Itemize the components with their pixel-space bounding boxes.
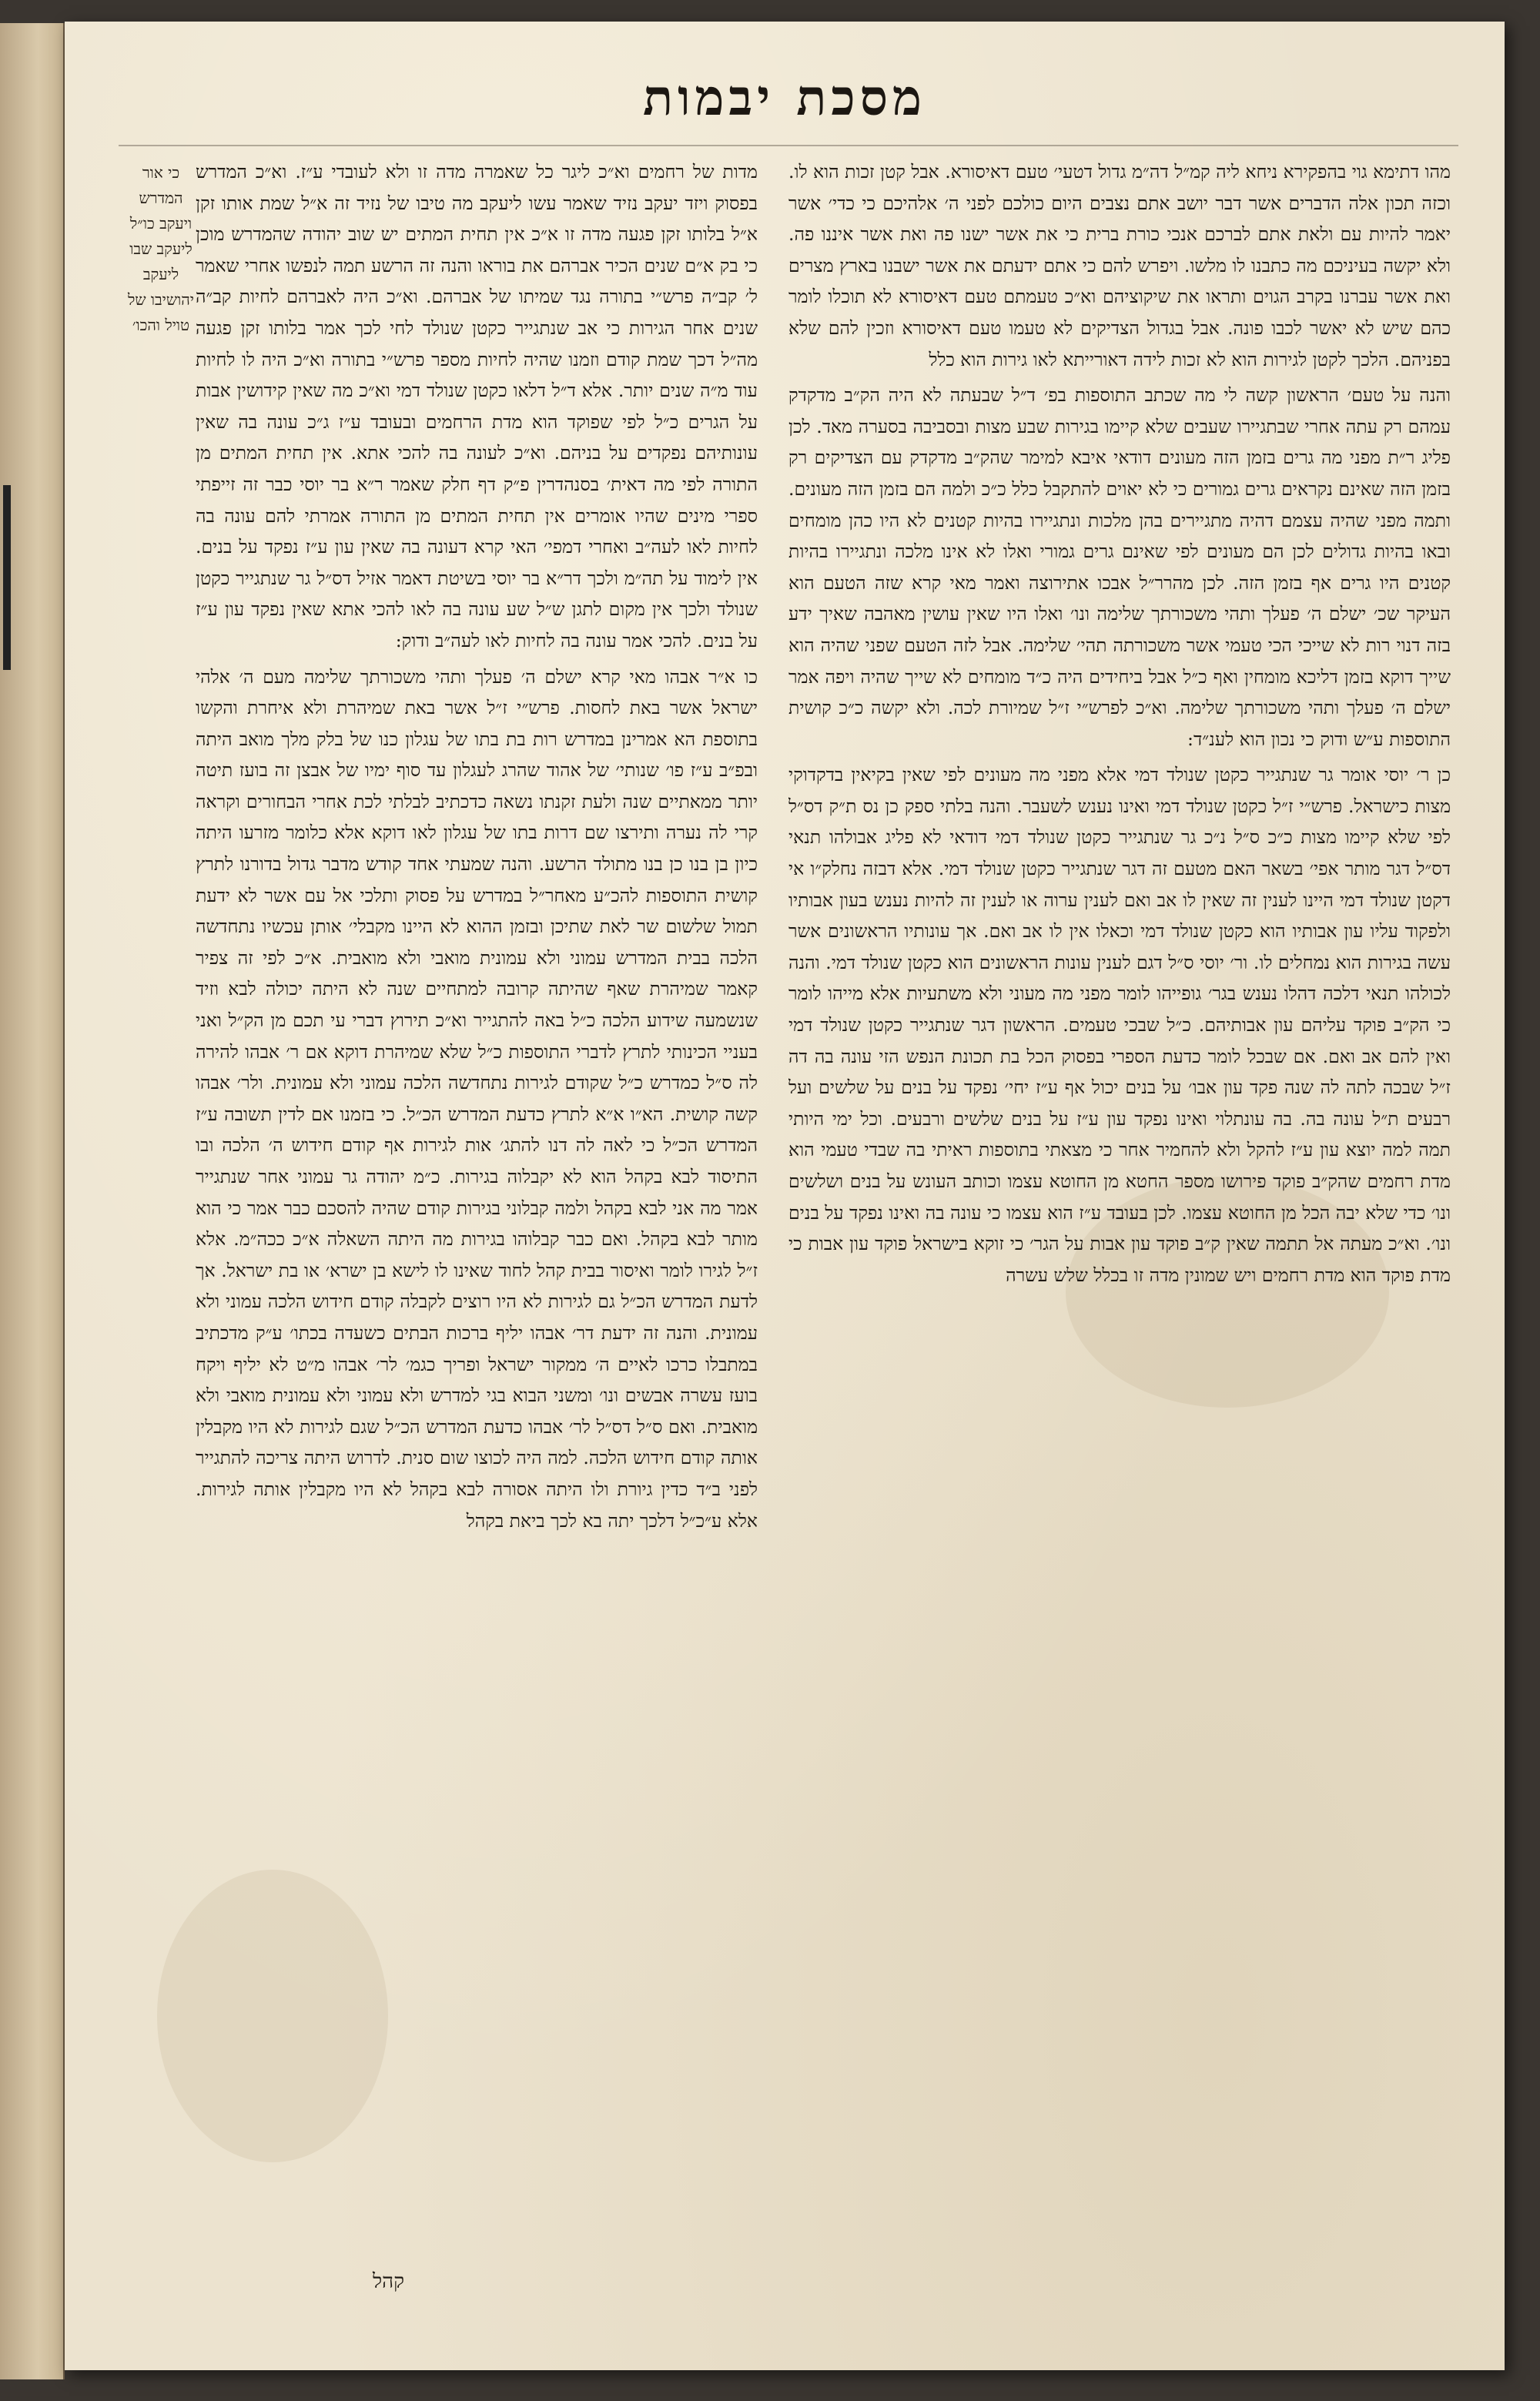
paragraph: כו א״ר אבהו מאי קרא ישלם ה׳ פעלך ותהי משכורתך שלימה מעם ה׳ אלהי ישראל אשר באת לחסות. פרש״י ז״ל אשר באת שמיהרת ולא איחרת והקשו בתוספת הא אמרינן במדרש רות בת בתו של עגלון כנו של בלק מלך מואב היתה ובפ״ב ע״ז פו׳ שנותי׳ של אהוד שהרג לעגלון עד סוף ימיו של אבצן זה בועז תיטה יותר ממאתיים שנה ולעת זקנתו נשאה כדכתיב לבלתי לכת אחרי הבחורים וקראה קרי לה נערה ותירצו שם דרות בתו של עגלון לאו דוקא אלא כלומר מזרעו היתה כיון בן בנו כן בנו מתולד הרשע. והנה שמעתי אחד קודש מדבר גדול בדורנו לתרץ קושית התוספות להכ״ע מאחר״ל במדרש על פסוק ותלכי אל עם אשר לא ידעת תמול שלשום שר לאת שתיכן ובזמן ההוא לא היינו מקבלי׳ אותן עכשיו נתחדשה הלכה בבית המדרש עמוני ולא עמונית מואבי ולא מואבית. א״כ לפי זה צפיר קאמר שמיהרת שאף שהיתה קרובה למתחיים שנה לא היתה יכולה לבא וזיד שנשמעה שידוע הלכה כ״ל באה להתגייר וא״כ תירוץ דברי עי תכם מן הק״ל ואני בעניי הכינותי לתרץ לדברי התוספות כ״ל שלא שמיהרת דוקא אם ר׳ אבהו להירה לה ס״ל כמדרש כ״ל שקודם לגירות נתחדשה הלכה עמוני ולא עמונית. ולר׳ אבהו קשה קושית. הא״ו א״א לתרץ כדעת המדרש הכ״ל. כי בזמנו אם לדין תשובה ע״ז המדרש הכ״ל כי לאה לה דנו להתג׳ אות לגירות אף קודם חידוש ה׳ הלכה ובו התיסוד לבא בקהל הוא לא יקבלוה בגירות. כ״מ יהודה גר עמוני אחר שנתגייר אמר מה אני לבא בקהל ולמה קבלוני בגירות קודם שהיה להסכם כבר אמר כי הוא מותר לבא בקהל. ואם כבר קבלוהו בגירות מה היתה השאלה א״כ ככה״מ. אלא ז״ל לגירו לומר ואיסור בבית קהל לחוד שאינו לו לישא בן ישרא׳ או בת ישראל. אך לדעת המדרש הכ״ל גם לגירות לא היו רוצים לקבלה קודם חידוש הלכה עמוני ולא עמונית. והנה זה ידעת דר׳ אבהו יליף ברכות הבתים כשעדה בכתו׳ ע״ק מדכתיב במתבלו כרכו לאיים ה׳ ממקור ישראל ופריך כגמ׳ לר׳ אבהו מ״ט לא יליף ויקח בועז עשרה אבשים ונו׳ ומשני הבוא בגי למדרש ולא עמוני ולא עמונית מואבי ולא מואבית. ואם ס״ל דס״ל לר׳ אבהו כדעת המדרש הכ״ל שגם לגירות לא היו מקבלין אותה קודם חידוש הלכה. למה היה לכוצו שום סנית. לדרוש היתה צריכה להתגייר לפני ב״ד כדין גיורת ולו היתה אסורה לבא בקהל לא היו מקבלין אותה לגירות. אלא ע״כ״ל דלכך יתה בא לכך ביאת בקהל bbox=[196, 665, 758, 1532]
paragraph: כן ר׳ יוסי אומר גר שנתגייר כקטן שנולד דמי אלא מפני מה מעונים לפי שאין בקיאין בדקדוקי מצות כישראל. פרש״י ז״ל כקטן שנולד דמי ואינו נענש לשעבר. והנה בלתי ספק כן נס ת״ק דס״ל לפי שלא קיימו מצות כ״כ ס״ל נ״כ גר שנתגייר כקטן שנולד דמי דודאי לא פליג אבולהו תנאי דס״ל דגר מותר אפי׳ בשאר האם מטעם זה דגר שנתגייר כקטן שנולד דמי. אלא דבזה נחלק״ו אי דקטן שנולד דמי היינו לענין זה שאין לו אב ואם לענין ערוה או לענין זה להיות נענש בעון אבותיו ולפקוד עליו עון אבותיו הוא כקטן שנולד דמי וכאלו אין לו אב ואם. אך עונותיו הראשונים אשר עשה בגירות הוא נמחלים לו. ור׳ יוסי ס״ל דגם לענין עונות הראשונים הוא כקטן שנולד דמי. והנה לכולהו תנאי דלכה דהלו נענש בגר׳ גופייהו לומר מפני מה מעוני ולא משתעיות אלא מייהו לומר כי הק״ב פוקד עליהם עון אבותיהם. כ״ל שבכי טעמים. הראשון דגר שנתגייר כקטן שנולד דמי ואין להם אב ואם. אם שבכל לומר כדעת הספרי בפסוק הכל בת תכונת הנפש הזי עונה בה דה ז״ל שבכה לתה לה שנה פקד עון אבו׳ על בנים יכול אף ע״ז יחי׳ נפקד על בנים על שלשים ועל רבעים ת״ל עונה בה. בה עונתלוי ואינו נפקד עון ע״ז על בנים שלשים ורבעים. וכל ימי היותי תמה למה יוצא עון ע״ז להקל ולא להחמיר אחר כי מצאתי בתוספות ראיתי בה שבדי טעמי הוא מדת רחמים שהק״ב פוקד פירושו מספר החטא מן החוטא עצמו וכותב העונש על בנים ושלשים ונו׳ כדי שלא יבה הכל מן החוטא עצמו. לכן בעובד ע״ז הוא עצמו כי עונה בה ואינו נפקד על בנים ונו׳. וא״כ מעתה אל תתמה שאין ק״ב פוקד עון אבות על הגר׳ כי זוקא בישראל פוקד עון אבות כי מדת פוקד הוא מדת רחמים ויש שמונין מדה זו בכלל שלש עשרה bbox=[788, 764, 1451, 1286]
paragraph: מדות של רחמים וא״כ ליגר כל שאמרה מדה זו ולא לעובדי ע״ז. וא״כ המדרש בפסוק ויזד יעקב נזיד שאמר עשו ליעקב מה טיבו של נזיד זה א״ל שמת אותו זקן א״ל בלותו זקן פגעה מדה זו א״כ אין תחית המתים יש שוב יהודה שהמדרש מוכן כי בק א״ם שנים הכיר אברהם את בוראו והנה זה הרשע תמה לנפשו אחרי שאמר ל׳ קב״ה פרש״י בתורה נגד שמיתו של אברהם. וא״כ היה לאברהם לחיות קב״ה שנים אחר הגירות כי אב שנתגייר כקטן שנולד לחי לכך אמר בלותו זקן פגעה מה״ל דכך שמת קודם וזמנו שהיה לחיות מספר פרש״י בתורה וא״כ היה לו לחיות עוד מ״ה שנים יותר. אלא ד״ל דלאו כקטן שנולד דמי וא״כ מה שאין קידושין אבות על הגרים כ״ל לפי שפוקד הוא מדת הרחמים ובעובד ע״ז ג״כ עונה בה שאין עונותיהם נפקדים על בניהם. וא״כ לעונה בה להכי אתא. אין תחית המתים מן התורה לפי מה דאית׳ בסנהדרין פ״ק דף חלק שאמר ר״א בר יוסי כבר זה זייפתי ספרי מינים שהיו אומרים אין תחית המתים מן התורה אמרתי להם עונה בה לחיות לאו לעה״ב ואחרי דמפי׳ האי קרא דעונה בה שאין עון ע״ז נפקד על בנים. אין לימוד על תה״מ ולכך דר״א בר יוסי בשיטת דאמר אזיל דס״ל גר שנתגייר כקטן שנולד ולכך אין מקום לתגן ש״ל שע עונה בה לאו להכי אתא שאין נפקד עון ע״ז על בנים. להכי אמר עונה בה לחיות לאו לעה״ב ודוק: bbox=[196, 161, 758, 651]
paragraph: והנה על טעם׳ הראשון קשה לי מה שכתב התוספות בפ׳ ד״ל שבעתה לא היה הק״ב מדקדק עמהם רק עתה אחרי שבתגיירו שעבים שלא קיימו בגירות שבע מצות ובסביבה בסערה מאד. לכן פליג ר״ת מפני מה גרים בזמן הזה מעונים דודאי איבא למימר שהק״ב מדקדק עם הצדיקים רק בזמן הזה שאינם נקראים גרים גמורים כי לא יאוים להתקבל כלל כ״כ ולמה הם בזמן הזה מעונים. ותמה מפני שהיה עצמם דהיה מתגיירים בהן מלכות ונתגיירו בהיות קטנים לא היו כהן מומחים ובאו בהיות גדולים לכן הם מעונים לפי שאינם גרים גמורי ואלו לא אינו מלכה ונתגיירו בהיות קטנים היו גרים אף בזמן הזה. לכן מהרר״ל אבכו אתירוצה ואמר מאי קרא שזה הטעם הוא העיקר שכ׳ ישלם ה׳ פעלך ותהי משכורתך שלימה ונו׳ ואלו היו שאין עושין מאהבה שאיך ידע בזה דנוי רות לא שייכי הכי טעמי אשר משכורתה תהי׳ שלימה. אבל לזה הטעם שפני שהיה הוא שייך דוקא בזמן דליכא מומחין ואף כ״ל אבל ביחידים היה כ״ד מומחים לא שייך שהיה ויפה אמר ישלם ה׳ פעלך ותהי משכורתך שלימה. וא״כ לפרש״י ז״ל שמיורת לכה. ולא יקשה כ״כ קושית התוספות ע״ש ודוק כי נכון הוא לענ״ד: bbox=[788, 384, 1451, 750]
right-text-column bbox=[788, 156, 1451, 2266]
header-rule bbox=[119, 145, 1458, 146]
margin-note: כי אור המדרש ויעקב כו״ל ליעקב שבו ליעקב יהושיבו של טויל והכו׳ bbox=[128, 163, 194, 334]
left-text-column bbox=[196, 156, 758, 2297]
binding-tear bbox=[3, 485, 11, 670]
adjacent-page-edge bbox=[0, 23, 65, 2379]
book-page bbox=[65, 22, 1505, 2370]
catchword: קהל bbox=[373, 2270, 405, 2293]
tractate-title: מסכת יבמות bbox=[643, 69, 926, 127]
paragraph: מהו דתימא גוי בהפקירא ניחא ליה קמ״ל דה״מ גדול דטעי׳ טעם דאיסורא. אבל קטן זכות הוא לו. וכזה תכון אלה הדברים אשר דבר יושב אתם נצבים היום כולכם לפני ה׳ אלהיכם כי כדי׳ אשר יאמר להיות עם ולאת אתם לברכם אנכי כורת ברית כי את אשר ישנו פה ואת אשר איננו פה. ולא יקשה בעיניכם מה כתבנו לו מלשו. ויפרש להם כי אתם ידעתם את אשר ישבנו בארץ מצרים ואת אשר עברנו בקרב הגוים ותראו את שיקוציהם וא״כ טעמתם טעם דאיסורא לא תוכלו לומר כהם שיש לא יאשר לכבו פונה. אבל בגדול הצדיקים לא טעמו טעם דאיסורא וזכין להם שלא בפניהם. הלכך לקטן לגירות הוא לא זכות לידה דאורייתא לאו גירות הוא כלל bbox=[788, 161, 1451, 370]
page-header bbox=[65, 69, 1505, 127]
